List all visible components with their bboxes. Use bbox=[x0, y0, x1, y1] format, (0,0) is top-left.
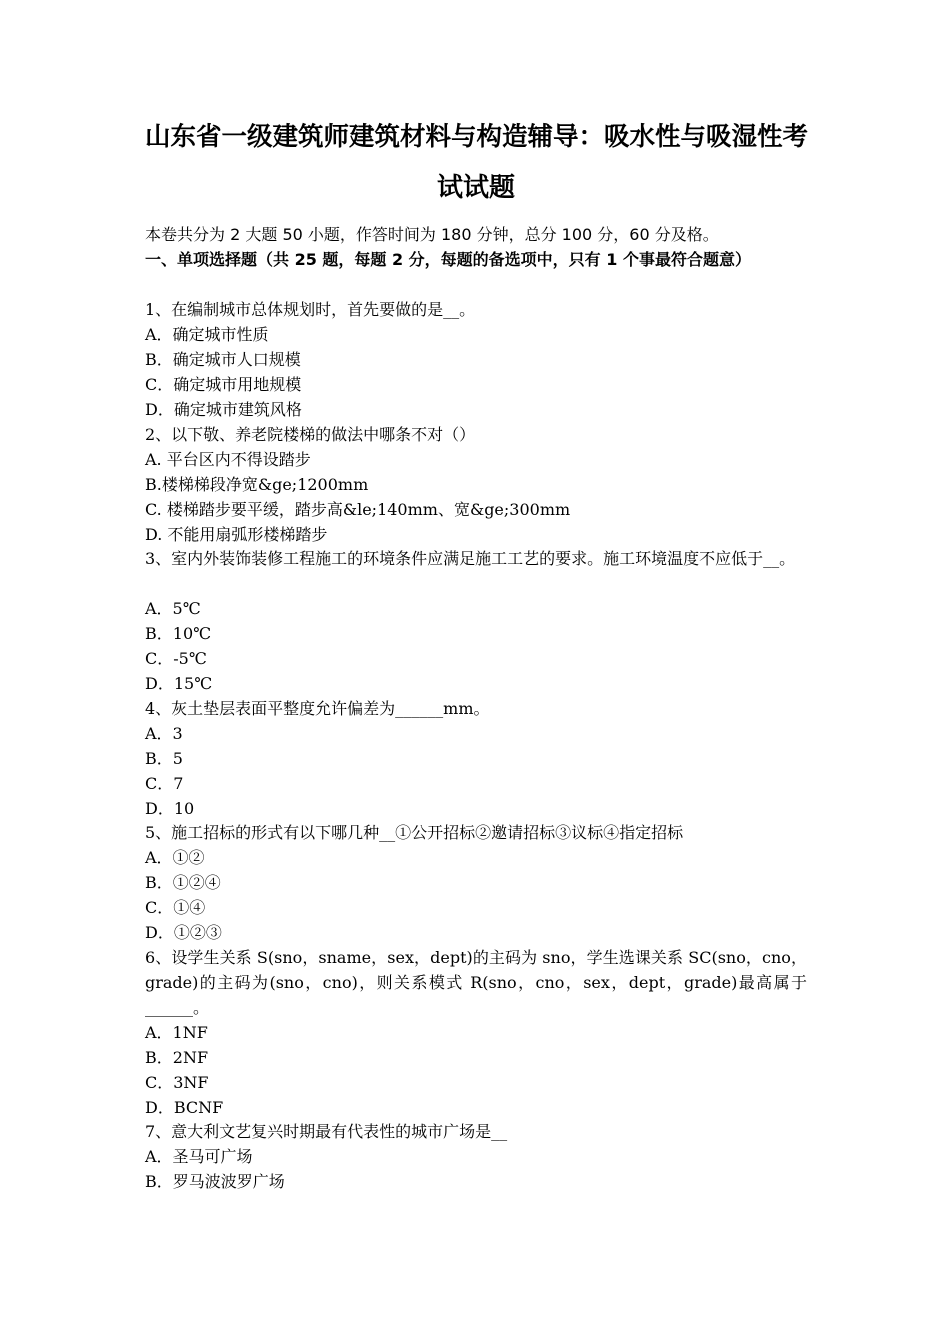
question-5: 5、施工招标的形式有以下哪几种__①公开招标②邀请招标③议标④指定招标 bbox=[145, 823, 684, 842]
question-4-option-c: C．7 bbox=[145, 774, 184, 793]
question-1-option-a: A．确定城市性质 bbox=[145, 325, 269, 344]
question-7-option-a: A．圣马可广场 bbox=[145, 1147, 253, 1166]
question-6-option-a: A．1NF bbox=[145, 1023, 208, 1042]
question-5-option-b: B．①②④ bbox=[145, 873, 221, 892]
question-1-option-b: B．确定城市人口规模 bbox=[145, 350, 301, 369]
question-4-option-d: D．10 bbox=[145, 799, 195, 818]
question-6: 6、设学生关系 S(sno，sname，sex，dept)的主码为 sno，学生选课关系 SC(sno，cno，grade)的主码为(sno，cno)，则关系模式 R(sno，cno，sex，dept，grade)最高属于______。 bbox=[145, 948, 807, 1017]
section-heading: 一、单项选择题（共 25 题，每题 2 分，每题的备选项中，只有 1 个事最符合题意） bbox=[145, 250, 751, 269]
question-3-option-d: D．15℃ bbox=[145, 674, 213, 693]
question-1: 1、在编制城市总体规划时，首先要做的是__。 bbox=[145, 300, 476, 319]
document-title-line-2: 试试题 bbox=[436, 173, 515, 203]
question-7: 7、意大利文艺复兴时期最有代表性的城市广场是__ bbox=[145, 1122, 508, 1141]
question-2-option-b: B.楼梯梯段净宽&ge;1200mm bbox=[145, 475, 369, 494]
question-3-option-a: A．5℃ bbox=[145, 599, 201, 618]
question-2-option-d: D. 不能用扇弧形楼梯踏步 bbox=[145, 525, 328, 544]
question-6-option-c: C．3NF bbox=[145, 1073, 209, 1092]
question-6-option-b: B．2NF bbox=[145, 1048, 209, 1067]
question-2-option-c: C. 楼梯踏步要平缓，踏步高&le;140mm、宽&ge;300mm bbox=[145, 500, 571, 519]
question-2: 2、以下敬、养老院楼梯的做法中哪条不对（） bbox=[145, 425, 476, 444]
question-4-option-b: B．5 bbox=[145, 749, 183, 768]
exam-intro: 本卷共分为 2 大题 50 小题，作答时间为 180 分钟，总分 100 分，60 分及格。 bbox=[145, 225, 719, 244]
document-title-line-1: 山东省一级建筑师建筑材料与构造辅导：吸水性与吸湿性考 bbox=[145, 122, 809, 152]
question-3: 3、室内外装饰装修工程施工的环境条件应满足施工工艺的要求。施工环境温度不应低于__。 bbox=[145, 549, 796, 568]
question-6-option-d: D．BCNF bbox=[145, 1098, 224, 1117]
question-1-option-d: D．确定城市建筑风格 bbox=[145, 400, 302, 419]
question-2-option-a: A. 平台区内不得设踏步 bbox=[145, 450, 311, 469]
question-5-option-a: A．①② bbox=[145, 848, 205, 867]
question-4: 4、灰土垫层表面平整度允许偏差为______mm。 bbox=[145, 699, 490, 718]
question-5-option-c: C．①④ bbox=[145, 898, 206, 917]
question-7-option-b: B．罗马波波罗广场 bbox=[145, 1172, 285, 1191]
question-5-option-d: D．①②③ bbox=[145, 923, 222, 942]
question-4-option-a: A．3 bbox=[145, 724, 183, 743]
question-3-option-c: C．-5℃ bbox=[145, 649, 207, 668]
question-3-option-b: B．10℃ bbox=[145, 624, 212, 643]
question-1-option-c: C．确定城市用地规模 bbox=[145, 375, 302, 394]
